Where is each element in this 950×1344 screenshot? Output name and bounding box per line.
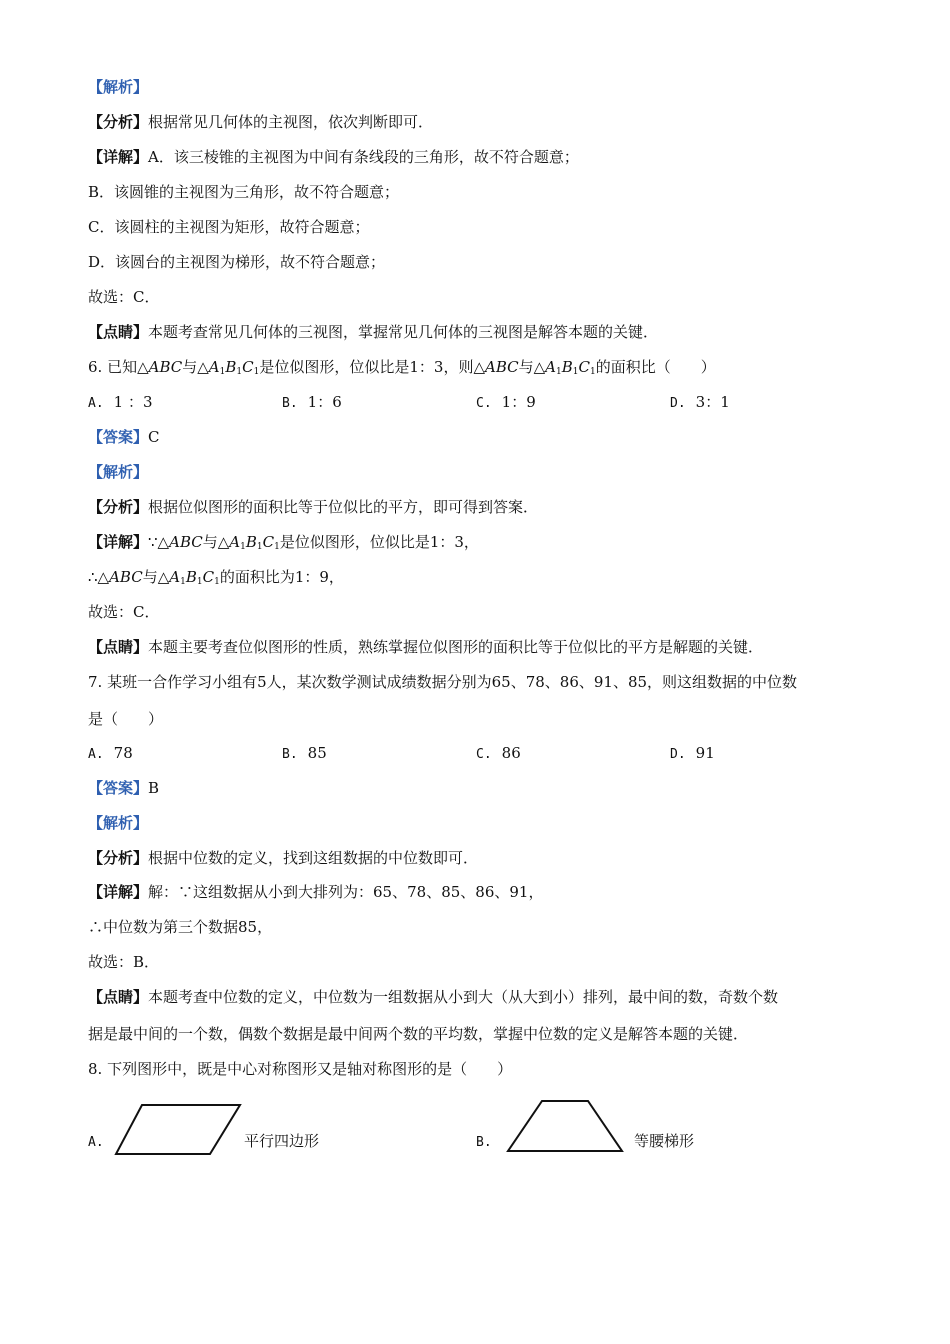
option-letter: D.: [670, 747, 686, 762]
q6-answer-value: C: [148, 428, 160, 446]
q5-detail: [88, 147, 870, 167]
q7-dianjing-tag: 【点睛】: [88, 988, 149, 1006]
q6-option-a: [88, 392, 153, 414]
q6-xiangjie-tag: 【详解】: [88, 533, 149, 551]
q6-option-b: [282, 392, 342, 414]
q6-a: A: [208, 358, 220, 376]
q6-b: B: [225, 358, 237, 376]
q6-stem: [88, 357, 870, 382]
q6-c: C: [262, 533, 275, 551]
option-letter: B.: [282, 747, 298, 762]
q6-a: A: [169, 568, 181, 586]
q6-yu: 与△: [142, 568, 170, 586]
q6-yu: 与△: [202, 533, 230, 551]
q6-detail-1: [88, 532, 870, 557]
q6-dianjing-text: 本题主要考查位似图形的性质，熟练掌握位似图形的面积比等于位似比的平方是解题的关键．: [148, 638, 764, 656]
option-letter: A.: [88, 747, 104, 762]
q6-sub: 1: [253, 367, 260, 377]
parallelogram-shape: [116, 1105, 240, 1154]
q6-option-d: [670, 392, 730, 414]
q7-answer-tag: 【答案】: [88, 779, 149, 797]
q6-detail2-tail: 的面积比为1：9，: [219, 568, 344, 586]
q6-c: C: [202, 568, 215, 586]
q7-xiangjie-tag: 【详解】: [88, 883, 149, 901]
option-letter: D.: [670, 396, 686, 411]
q6-sub: 1: [180, 577, 186, 587]
q6-choice: 故选：C．: [88, 603, 160, 621]
q7-stem-2: 是（ ）: [88, 710, 164, 728]
q5-line-c: C．该圆柱的主视图为矩形，故符合题意；: [88, 218, 370, 236]
q5-line-d: D．该圆台的主视图为梯形，故不符合题意；: [88, 253, 386, 271]
q6-comment: [88, 637, 870, 657]
q6-b: B: [185, 568, 197, 586]
option-text: 86: [501, 744, 521, 762]
q6-answer: [88, 427, 870, 447]
q5-jiexi-tag: 【解析】: [88, 78, 149, 96]
trapezoid-shape: [508, 1101, 622, 1151]
option-letter: A.: [88, 396, 104, 411]
q5-xiangjie-a: A．该三棱锥的主视图为中间有条线段的三角形，故不符合题意；: [148, 148, 579, 166]
q7-dianjing-text-1: 本题考查中位数的定义，中位数为一组数据从小到大（从大到小）排列，最中间的数，奇数个数: [148, 988, 779, 1006]
q6-stem-tail1: 是位似图形，位似比是1：3，则△: [259, 358, 485, 376]
q6-sub: 1: [256, 542, 263, 552]
q6-sub: 1: [236, 367, 243, 377]
q6-answer-tag: 【答案】: [88, 428, 149, 446]
q6-abc: ABC: [484, 358, 519, 376]
q6-dianjing-tag: 【点睛】: [88, 638, 149, 656]
q6-sub: 1: [274, 542, 280, 552]
q6-sub: 1: [556, 367, 562, 377]
q6-c: C: [242, 358, 254, 376]
q7-answer: [88, 778, 870, 798]
q7-option-a: [88, 743, 133, 765]
q6-sub: 1: [219, 367, 226, 377]
q5-analysis: [88, 112, 870, 132]
q6-fenxi-tag: 【分析】: [88, 498, 149, 516]
q6-because: ∵△: [148, 533, 170, 551]
option-text: 1 ：3: [113, 393, 153, 411]
q6-c: C: [578, 358, 590, 376]
q6-b: B: [245, 533, 257, 551]
q8-option-a-letter: [88, 1131, 114, 1153]
q8-option-b-label: 等腰梯形: [634, 1132, 695, 1150]
q6-therefore: ∴△: [88, 568, 110, 586]
q6-detail-2: [88, 567, 870, 592]
q6-yu: 与△: [182, 358, 209, 376]
q5-fenxi-text: 根据常见几何体的主视图，依次判断即可．: [148, 113, 434, 131]
q7-detail-2: ∴中位数为第三个数据85，: [88, 918, 273, 936]
q5-fenxi-tag: 【分析】: [88, 113, 149, 131]
q7-detail-1: [88, 882, 870, 902]
q6-sub: 1: [572, 367, 579, 377]
q6-abc: ABC: [109, 568, 143, 586]
q7-comment-1: [88, 987, 870, 1007]
q6-yu: 与△: [518, 358, 546, 376]
q6-a: A: [229, 533, 241, 551]
q6-sub: 1: [196, 577, 203, 587]
q7-comment-2: 据是最中间的一个数，偶数个数据是最中间两个数的平均数，掌握中位数的定义是解答本题的关键．: [88, 1025, 749, 1043]
q5-dianjing-text: 本题考查常见几何体的三视图，掌握常见几何体的三视图是解答本题的关键．: [148, 323, 659, 341]
q7-choice: 故选：B．: [88, 953, 160, 971]
q7-option-b: [282, 743, 327, 765]
q6-sub: 1: [589, 367, 596, 377]
option-letter: B.: [282, 396, 298, 411]
q7-stem-1: 7. 某班一合作学习小组有5人，某次数学测试成绩数据分别为65、78、86、91、85，则这组数据的中位数: [88, 673, 798, 691]
option-letter: A.: [88, 1135, 104, 1150]
q7-analysis: [88, 848, 870, 868]
q7-option-d: [670, 743, 715, 765]
parallelogram-figure: [112, 1100, 244, 1160]
option-letter: C.: [476, 396, 492, 411]
q8-stem: 8. 下列图形中，既是中心对称图形又是轴对称图形的是（ ）: [88, 1060, 513, 1078]
q6-abc: ABC: [148, 358, 183, 376]
option-text: 1：6: [307, 393, 342, 411]
q6-b: B: [561, 358, 573, 376]
q6-sub: 1: [240, 542, 246, 552]
q5-xiangjie-tag: 【详解】: [88, 148, 149, 166]
q8-option-a-label: 平行四边形: [244, 1132, 320, 1150]
q6-detail1-tail: 是位似图形，位似比是1：3，: [279, 533, 479, 551]
q6-option-c: [476, 392, 536, 414]
option-text: 3：1: [695, 393, 730, 411]
q7-fenxi-tag: 【分析】: [88, 849, 149, 867]
option-letter: B.: [476, 1135, 492, 1150]
q7-detail1-text: 解：∵这组数据从小到大排列为：65、78、85、86、91，: [148, 883, 544, 901]
q6-fenxi-text: 根据位似图形的面积比等于位似比的平方，即可得到答案．: [148, 498, 539, 516]
q6-num: 6. 已知△: [88, 358, 149, 376]
q5-comment: [88, 322, 870, 342]
q6-jiexi-tag: 【解析】: [88, 463, 149, 481]
option-text: 78: [113, 744, 133, 762]
q6-analysis: [88, 497, 870, 517]
q7-jiexi-tag: 【解析】: [88, 814, 149, 832]
option-text: 1：9: [501, 393, 536, 411]
q5-dianjing-tag: 【点睛】: [88, 323, 149, 341]
q6-abc: ABC: [169, 533, 203, 551]
q6-sub: 1: [214, 577, 220, 587]
q7-option-c: [476, 743, 521, 765]
q7-answer-value: B: [148, 779, 160, 797]
q6-stem-tail2: 的面积比（ ）: [595, 358, 716, 376]
q5-choice: 故选：C．: [88, 288, 160, 306]
q5-line-b: B．该圆锥的主视图为三角形，故不符合题意；: [88, 183, 400, 201]
q8-option-b-letter: [476, 1131, 502, 1153]
q6-a: A: [545, 358, 556, 376]
option-text: 85: [307, 744, 327, 762]
isosceles-trapezoid-figure: [504, 1097, 628, 1157]
option-text: 91: [695, 744, 715, 762]
option-letter: C.: [476, 747, 492, 762]
q7-fenxi-text: 根据中位数的定义，找到这组数据的中位数即可．: [148, 849, 479, 867]
